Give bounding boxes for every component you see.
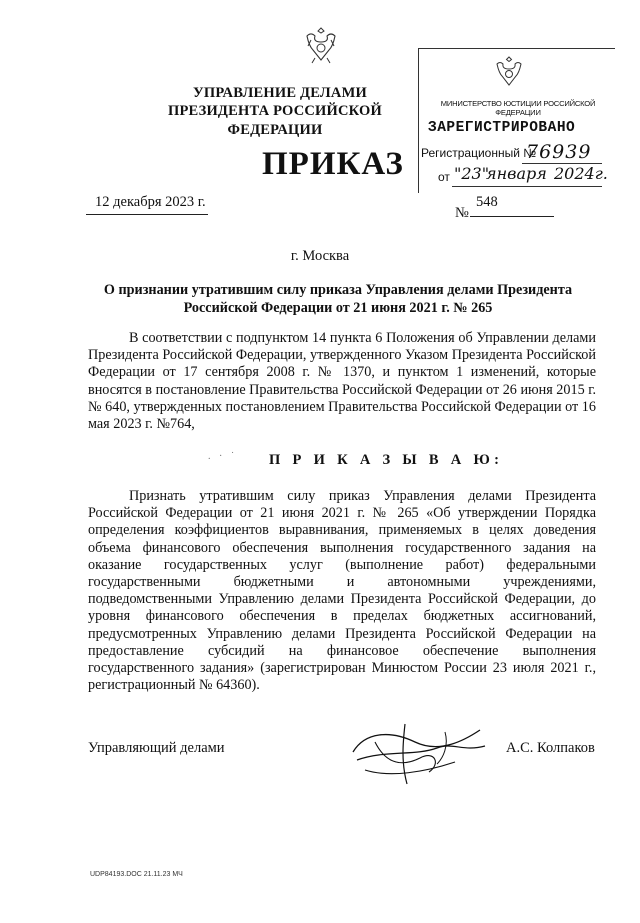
city: г. Москва: [290, 248, 350, 264]
stamp-date-underline: [452, 186, 602, 187]
organization-name-line1: УПРАВЛЕНИЕ ДЕЛАМИ: [193, 85, 367, 101]
signatory-role: Управляющий делами: [88, 740, 225, 756]
order-heading: О признании утратившим силу приказа Управления делами Президента Российской Федерации от 21 июня 2021 г. № 265: [103, 282, 573, 316]
date-underline: [86, 214, 208, 215]
coat-of-arms-icon: [301, 24, 341, 68]
organization-name-line2: ПРЕЗИДЕНТА РОССИЙСКОЙ ФЕДЕРАЦИИ: [168, 103, 382, 138]
stamp-date-month: января: [486, 164, 547, 183]
number-sign: №: [455, 205, 469, 221]
number-underline: [470, 216, 554, 217]
file-code: UDP84193.DOC 21.11.23 МЧ: [90, 871, 183, 878]
document-type-title: ПРИКАЗ: [262, 146, 404, 182]
stray-marks: . · ˙: [208, 451, 238, 462]
stamp-coat-of-arms-icon: [492, 54, 526, 92]
order-paragraph: Признать утратившим силу приказ Управления делами Президента Российской Федерации от 21 июня 2021 г. № 265 «Об утверждении Порядка определения коэффициентов выравнивания, применяемых в целях доведения объема финансового обеспечения выполнения государственного задания на оказание государственных услуг (выполнение работ) федеральными государственными бюджетными и автономными учреждениями, подведомственными Управлению делами Президента Российской Федерации, до уровня финансового обеспечения в пределах бюджетных ассигнований, предусмотренных Управлению делами Президента Российской Федерации на предоставление субсидий на финансовое обеспечение выполнения государственного задания» (зарегистрирован Минюстом России 23 июля 2021 г., регистрационный № 64360).: [88, 488, 596, 694]
document-date: 12 декабря 2023 г.: [95, 194, 206, 210]
stamp-number-value: 76939: [526, 141, 592, 163]
order-word: П Р И К А З Ы В А Ю:: [269, 452, 504, 468]
stamp-status: ЗАРЕГИСТРИРОВАНО: [428, 120, 576, 136]
stamp-date-label: от: [438, 170, 450, 184]
stamp-number-label: Регистрационный №: [421, 146, 537, 160]
stamp-date-day: "23": [454, 164, 490, 183]
signatory-name: А.С. Колпаков: [506, 740, 595, 756]
stamp-date-year: 2024г.: [554, 164, 608, 183]
preamble-paragraph: В соответствии с подпунктом 14 пункта 6 Положения об Управлении делами Президента Российской Федерации, утвержденного Указом Президента Российской Федерации от 17 сентября 2008 г. № 1370, и пунктом 1 изменений, которые вносятся в постановление Правительства Российской Федерации от 26 июня 2015 г. № 640, утвержденных постановлением Правительства Российской Федерации от 16 мая 2023 г. №764,: [88, 330, 596, 433]
stamp-ministry-name: МИНИСТЕРСТВО ЮСТИЦИИ РОССИЙСКОЙ ФЕДЕРАЦИИ: [440, 99, 596, 117]
handwritten-signature: [345, 712, 495, 790]
document-number: 548: [476, 194, 498, 210]
